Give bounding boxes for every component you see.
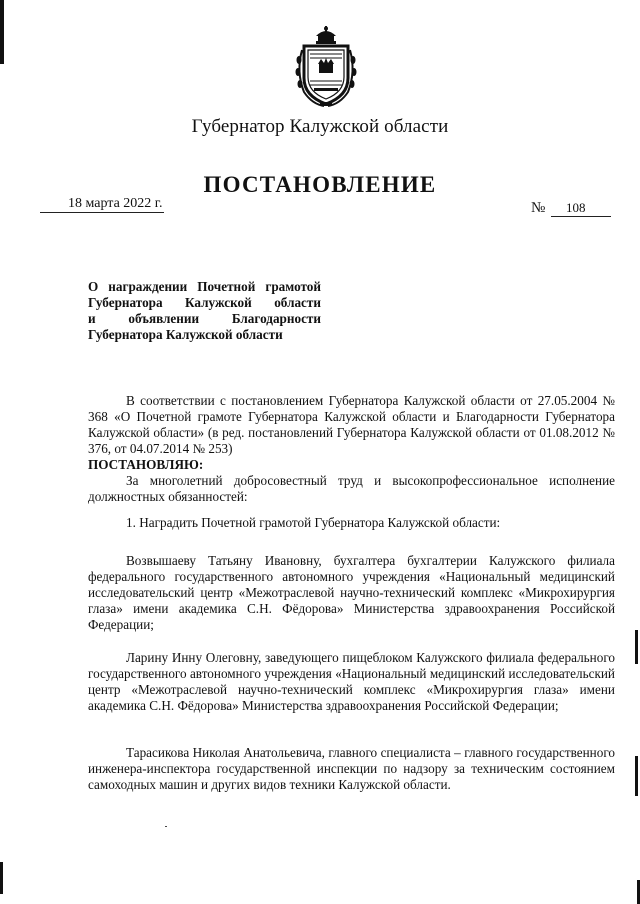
nominee-paragraph: Тарасикова Николая Анатольевича, главного специалиста – главного государственного инженера-инспектора государственной инспекции по надзору за техническим состоянием самоходных машин и других видов техники Калужской области. [88, 745, 615, 792]
scan-artifact [635, 630, 638, 664]
decree-keyword: ПОСТАНОВЛЯЮ: [88, 457, 204, 472]
document-date: 18 марта 2022 г. [68, 196, 163, 211]
issuer-title: Губернатор Калужской области [191, 116, 449, 137]
basis-paragraph: В соответствии с постановлением Губернатора Калужской области от 27.05.2004 № 368 «О Почетной грамоте Губернатора Калужской области и Благодарности Губернатора Калужской области» (в ред. постановлений Губернатора Калужской области от 01.08.2012 № 376, от 04.07.2014 № 253) [88, 393, 615, 456]
nominee-paragraph: Возвышаеву Татьяну Ивановну, бухгалтера бухгалтерии Калужского филиала федерального государственного автономного учреждения «Национальный медицинский исследовательский центр «Межотраслевой научно-технический комплекс «Микрохирургия глаза» имени академика С.Н. Фёдорова» Министерства здравоохранения Российской Федерации; [88, 553, 615, 632]
scan-artifact [165, 826, 167, 827]
coat-of-arms-icon [294, 26, 358, 108]
subject-line: Губернатора Калужской области [88, 295, 321, 310]
number-label: № [531, 200, 546, 216]
nominee-paragraph: Ларину Инну Олеговну, заведующего пищеблоком Калужского филиала федерального государственного автономного учреждения «Национальный медицинский исследовательский центр «Межотраслевой научно-технический комплекс «Микрохирургия глаза» имени академика С.Н. Фёдорова» Министерства здравоохранения Российской Федерации; [88, 650, 615, 713]
decree-reason: За многолетний добросовестный труд и высокопрофессиональное исполнение должностных обязанностей: [88, 473, 615, 504]
scan-artifact [635, 756, 638, 796]
subject-line: Губернатора Калужской области [88, 327, 283, 342]
scan-artifact [0, 862, 3, 894]
scan-artifact [0, 0, 4, 64]
date-underline [40, 212, 164, 213]
document-number: 108 [566, 200, 586, 215]
document-subject [88, 279, 321, 343]
subject-line: и объявлении Благодарности [88, 311, 321, 326]
number-underline [551, 216, 611, 217]
document-type-heading: ПОСТАНОВЛЕНИЕ [203, 172, 437, 197]
decree-paragraph [88, 457, 615, 505]
item-heading: 1. Наградить Почетной грамотой Губернатора Калужской области: [126, 515, 501, 530]
subject-line: О награждении Почетной грамотой [88, 279, 321, 294]
